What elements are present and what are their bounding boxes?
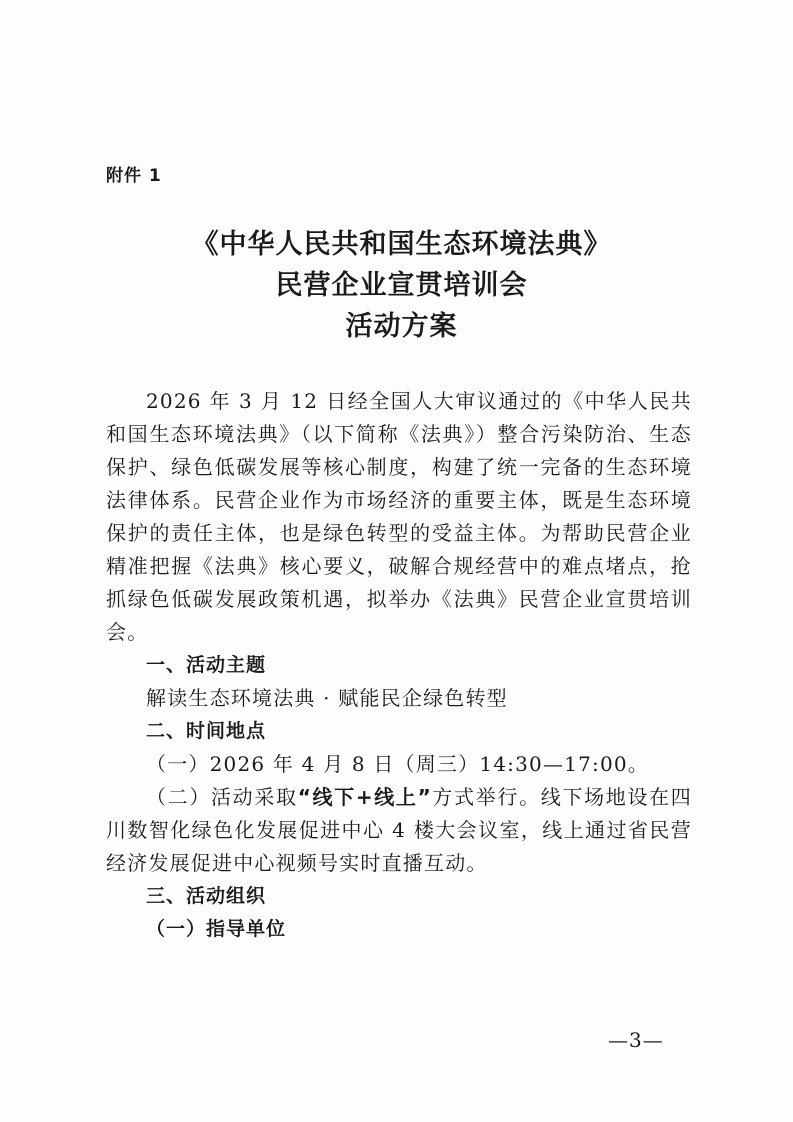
attachment-label: 附件 1 (106, 166, 162, 186)
theme-text: 解读生态环境法典 · 赋能民企绿色转型 (146, 686, 508, 710)
document-body (106, 385, 692, 946)
title-line-2: 民营企业宣贯培训会 (275, 270, 528, 301)
page-number: —3— (608, 1028, 664, 1052)
title-line-3: 活动方案 (345, 311, 458, 342)
document-title (0, 224, 793, 347)
time-item-2 (106, 781, 692, 880)
intro-paragraph: 2026 年 3 月 12 日经全国人大审议通过的《中华人民共和国生态环境法典》（以下简称《法典》）整合污染防治、生态保护、绿色低碳发展等核心制度，构建了统一完备的生态环境法律体系。民营企业作为市场经济的重要主体，既是生态环境保护的责任主体，也是绿色转型的受益主体。为帮助民营企业精准把握《法典》核心要义，破解合规经营中的难点堵点，抢抓绿色低碳发展政策机遇，拟举办《法典》民营企业宣贯培训会。 (106, 389, 692, 644)
section-heading-theme: 一、活动主题 (146, 654, 267, 676)
org-subheading-guidance: （一）指导单位 (146, 918, 287, 940)
time-item-1: （一）2026 年 4 月 8 日（周三）14:30—17:00。 (146, 752, 650, 776)
section-heading-organization: 三、活动组织 (146, 885, 267, 907)
title-line-1: 《中华人民共和国生态环境法典》 (191, 229, 612, 260)
time-item-2-prefix: （二）活动采取 (146, 785, 298, 809)
section-heading-time-place: 二、时间地点 (146, 720, 267, 742)
time-item-2-suffix: 方式举行。线下场地设在四川数智化绿色化发展促进中心 4 楼大会议室，线上通过省民营经济发展促进中心视频号实时直播互动。 (106, 785, 692, 875)
time-item-2-mode: “线下+线上” (297, 785, 432, 809)
